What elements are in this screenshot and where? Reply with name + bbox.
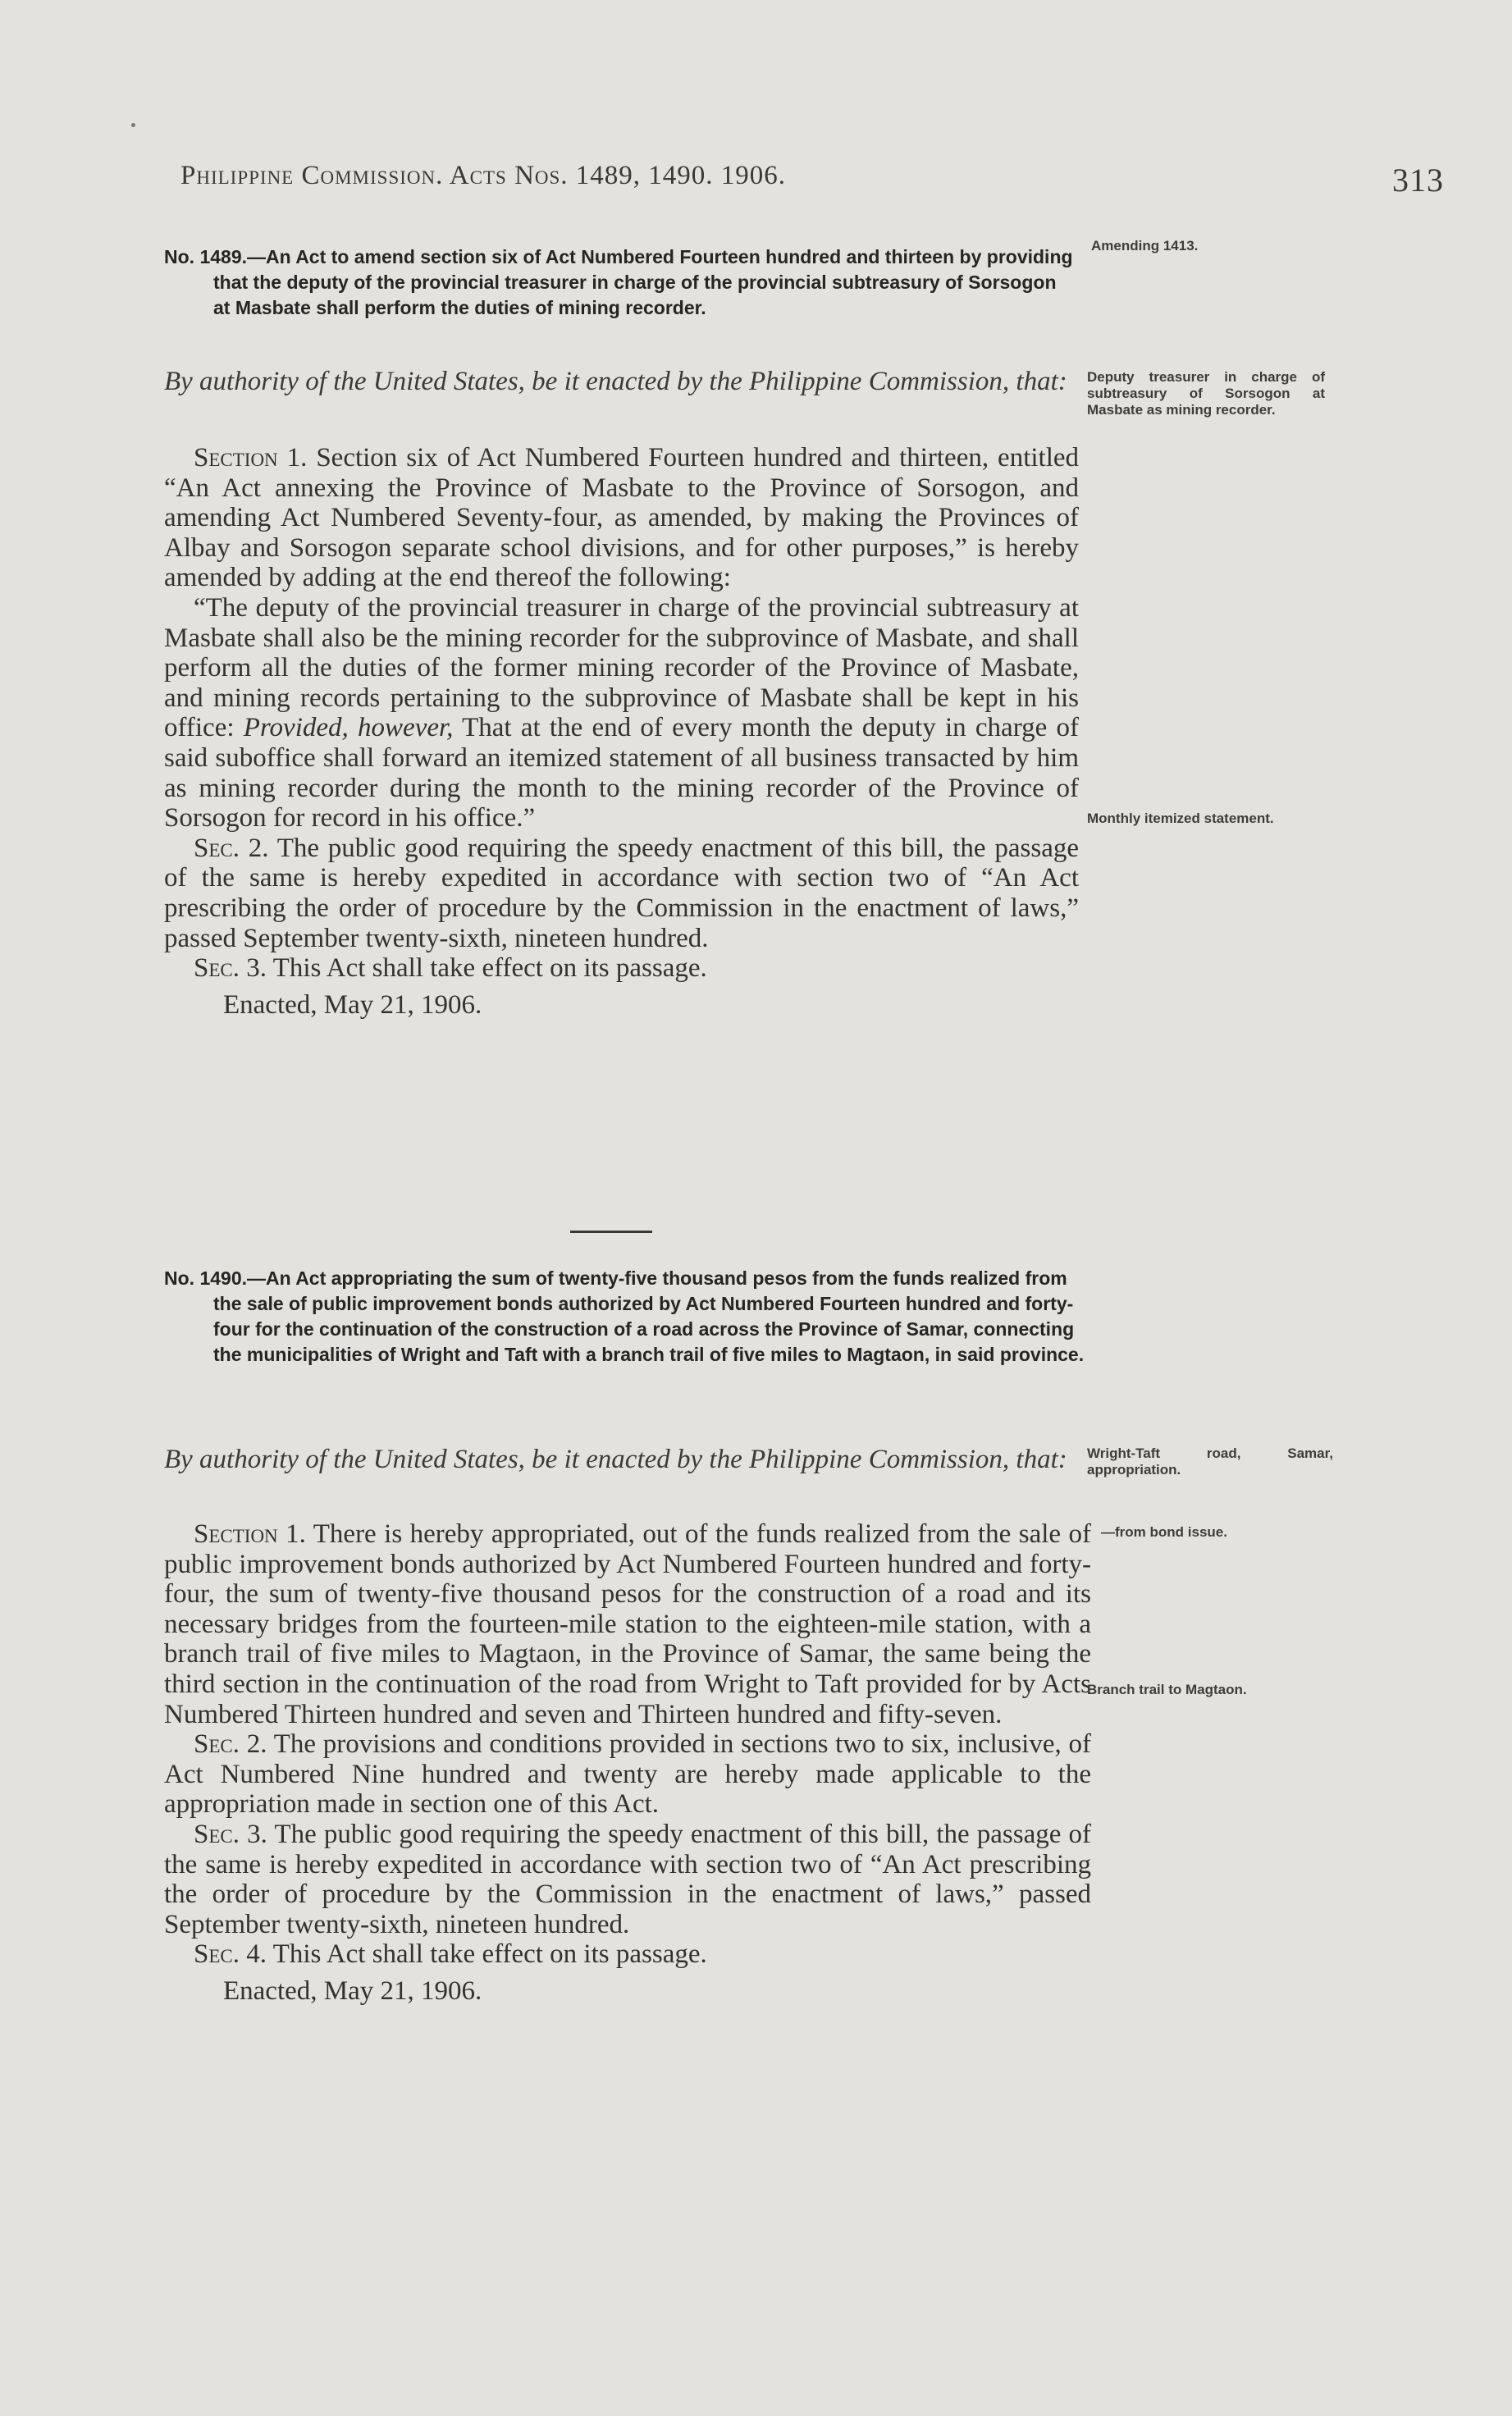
act-1489-section-1 xyxy=(164,443,1079,593)
act-separator-rule xyxy=(570,1231,652,1233)
act-1489-body xyxy=(164,443,1079,1020)
act-1490-section-4 xyxy=(164,1939,1091,1970)
margin-note-branch-trail: Branch trail to Magtaon. xyxy=(1087,1682,1247,1697)
section-text: The public good requiring the speedy enactment of this bill, the passage of the same is hereby expedited in accordance with section two of “An Act prescribing the order of procedure by the Commission in the enactment of laws,” passed September twenty-sixth, nineteen hundred. xyxy=(164,833,1079,953)
section-lead: Sec. 4. xyxy=(194,1939,267,1970)
section-text: The public good requiring the speedy enactment of this bill, the passage of the same is hereby expedited in accordance with section two of “An Act prescribing the order of procedure by the Commission in the enactment of laws,” passed September twenty-sixth, nineteen hundred. xyxy=(164,1819,1092,1939)
act-1490-enacting-clause: By authority of the United States, be it enacted by the Philippine Commission, that: xyxy=(164,1445,1067,1474)
section-lead: Sec. 3. xyxy=(194,953,267,984)
section-lead: Sec. 3. xyxy=(194,1819,267,1849)
margin-note-deputy: Deputy treasurer in charge of subtreasury of Sorsogon at Masbate as mining recorder. xyxy=(1087,369,1325,418)
margin-note-amending: Amending 1413. xyxy=(1091,238,1199,253)
section-text: Section six of Act Numbered Fourteen hundred and thirteen, entitled “An Act annexing the Province of Masbate to the Province of Sorsogon, and amending Act Numbered Seventy-four, as amended, by making the Provinces of Albay and Sorsogon separate school divisions, and for other purposes,” is hereby amended by adding at the end thereof the following: xyxy=(164,443,1080,593)
act-1490-title-block xyxy=(164,1266,1091,1368)
act-1489-section-3 xyxy=(164,953,1079,984)
margin-note-monthly: Monthly itemized statement. xyxy=(1087,811,1274,826)
act-1489-section-2 xyxy=(164,833,1079,953)
page-number: 313 xyxy=(1392,162,1444,199)
section-text: There is hereby appropriated, out of the funds realized from the sale of public improvement bonds authorized by Act Numbered Fourteen hundred and forty-four, the sum of twenty-five thousand pesos for the construction of a road and its necessary bridges from the fourteen-mile station to the eighteen-mile station, with a branch trail of five miles to Magtaon, in the Province of Samar, the same being the third section in the continuation of the road from Wright to Taft provided for by Acts Numbered Thirteen hundred and seven and Thirteen hundred and fifty-seven. xyxy=(164,1519,1092,1729)
margin-note-bond-issue: —from bond issue. xyxy=(1101,1524,1227,1540)
act-1489-enacting-clause: By authority of the United States, be it enacted by the Philippine Commission, that: xyxy=(164,367,1067,396)
section-text: This Act shall take effect on its passage. xyxy=(272,1939,707,1970)
act-1490-title: No. 1490.—An Act appropriating the sum of twenty-five thousand pesos from the funds realized from the sale of public improvement bonds authorized by Act Numbered Fourteen hundred and forty-four for the continuation of the construction of a road across the Province of Samar, connecting the municipalities of Wright and Taft with a branch trail of five miles to Magtaon, in said province. xyxy=(164,1267,1085,1365)
section-text: This Act shall take effect on its passage. xyxy=(272,953,707,984)
act-1490-enacting-block xyxy=(164,1444,1083,1475)
section-text: The provisions and conditions provided in sections two to six, inclusive, of Act Numbered Nine hundred and twenty are hereby made applicable to the appropriation made in section one of this Act. xyxy=(164,1729,1091,1820)
act-1489-quoted-amendment xyxy=(164,593,1079,833)
section-lead: Section 1. xyxy=(194,1519,306,1549)
act-1490-body xyxy=(164,1519,1091,2007)
ink-speck xyxy=(131,123,135,127)
quote-text: “The deputy of the provincial treasurer in charge of the provincial subtreasury at Masbate shall also be the mining recorder for the subprovince of Masbate, and shall perform all the duties of the former mining recorder of the Province of Masbate, and mining records pertaining to the subprovince of Masbate shall be kept in his office: xyxy=(164,592,1079,743)
running-title: Philippine Commission. Acts Nos. 1489, 1490. 1906. xyxy=(180,161,787,190)
running-head xyxy=(180,161,1444,199)
section-lead: Section 1. xyxy=(194,443,308,473)
act-1489-enacting-block xyxy=(164,366,1075,397)
act-1490-section-3 xyxy=(164,1820,1091,1939)
section-lead: Sec. 2. xyxy=(194,833,269,863)
act-1490-section-1 xyxy=(164,1519,1091,1729)
act-1490-enacted-date: Enacted, May 21, 1906. xyxy=(223,1975,482,2006)
act-1489-enacted-date: Enacted, May 21, 1906. xyxy=(223,989,482,1020)
margin-note-wright-taft: Wright-Taft road, Samar, appropriation. xyxy=(1087,1445,1333,1477)
proviso: Provided, however, xyxy=(243,713,454,743)
section-lead: Sec. 2. xyxy=(194,1729,267,1760)
act-1489-title: No. 1489.—An Act to amend section six of Act Numbered Fourteen hundred and thirteen by providing that the deputy of the provincial treasurer in charge of the provincial subtreasury of Sorsogon at Masbate shall perform the duties of mining recorder. xyxy=(164,246,1073,318)
act-1490-section-2 xyxy=(164,1729,1091,1820)
act-1489-title-block xyxy=(164,244,1075,321)
quote-text-continued: That at the end of every month the deputy in charge of said suboffice shall forward an itemized statement of all business transacted by him as mining recorder during the month to the mining recorder of the Province of Sorsogon for record in his office.” xyxy=(164,713,1079,833)
